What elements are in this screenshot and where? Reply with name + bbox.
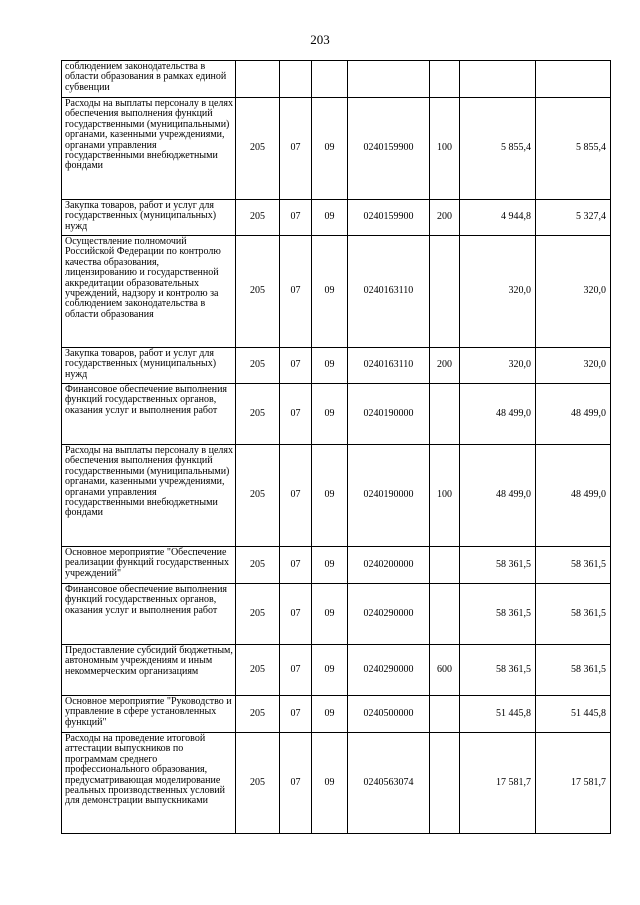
amount-cell: 5 855,4 <box>536 98 611 200</box>
table-row <box>62 584 611 645</box>
target-article-cell: 0240563074 <box>348 733 430 834</box>
amount-cell: 51 445,8 <box>460 696 536 733</box>
row-name: Основное мероприятие "Обеспечение реализации функций государственных учреждений" <box>62 547 236 584</box>
amount-cell: 320,0 <box>536 236 611 348</box>
target-article-cell: 0240200000 <box>348 547 430 584</box>
target-article-cell: 0240500000 <box>348 696 430 733</box>
amount-cell: 58 361,5 <box>536 547 611 584</box>
amount-cell: 58 361,5 <box>536 645 611 696</box>
expense-type-cell: 200 <box>430 348 460 384</box>
amount-cell: 17 581,7 <box>536 733 611 834</box>
section-cell: 07 <box>280 645 312 696</box>
amount-cell <box>460 61 536 98</box>
amount-cell: 5 327,4 <box>536 200 611 236</box>
subsection-cell: 09 <box>312 384 348 445</box>
subsection-cell: 09 <box>312 445 348 547</box>
subsection-cell: 09 <box>312 348 348 384</box>
section-cell: 07 <box>280 584 312 645</box>
section-cell: 07 <box>280 696 312 733</box>
row-name: Расходы на проведение итоговой аттестации выпускников по программам среднего профессионального образования, предусматривающая моделирование реальных производственных условий для демонстрации выпускниками <box>62 733 236 834</box>
table-row <box>62 547 611 584</box>
section-cell: 07 <box>280 445 312 547</box>
amount-cell: 58 361,5 <box>460 547 536 584</box>
subsection-cell: 09 <box>312 645 348 696</box>
grbs-cell: 205 <box>236 733 280 834</box>
target-article-cell: 0240163110 <box>348 236 430 348</box>
page-number: 203 <box>310 32 330 47</box>
subsection-cell: 09 <box>312 733 348 834</box>
target-article-cell: 0240190000 <box>348 445 430 547</box>
amount-cell: 17 581,7 <box>460 733 536 834</box>
section-cell: 07 <box>280 200 312 236</box>
section-cell: 07 <box>280 98 312 200</box>
grbs-cell: 205 <box>236 645 280 696</box>
row-name: Предоставление субсидий бюджетным, автономным учреждениям и иным некоммерческим организациям <box>62 645 236 696</box>
row-name: Закупка товаров, работ и услуг для государственных (муниципальных) нужд <box>62 200 236 236</box>
row-name: Основное мероприятие "Руководство и управление в сфере установленных функций" <box>62 696 236 733</box>
row-name: Расходы на выплаты персоналу в целях обеспечения выполнения функций государственными (муниципальными) органами, казенными учреждениями, органами управления государственными внебюджетными фондами <box>62 98 236 200</box>
amount-cell: 48 499,0 <box>460 384 536 445</box>
row-name: Финансовое обеспечение выполнения функций государственных органов, оказания услуг и выполнения работ <box>62 384 236 445</box>
amount-cell: 320,0 <box>536 348 611 384</box>
row-name: Закупка товаров, работ и услуг для государственных (муниципальных) нужд <box>62 348 236 384</box>
amount-cell: 48 499,0 <box>536 384 611 445</box>
table-row <box>62 733 611 834</box>
target-article-cell: 0240290000 <box>348 645 430 696</box>
grbs-cell: 205 <box>236 98 280 200</box>
target-article-cell: 0240159900 <box>348 98 430 200</box>
table-row <box>62 445 611 547</box>
subsection-cell: 09 <box>312 236 348 348</box>
section-cell: 07 <box>280 547 312 584</box>
subsection-cell: 09 <box>312 584 348 645</box>
section-cell: 07 <box>280 236 312 348</box>
section-cell: 07 <box>280 733 312 834</box>
grbs-cell: 205 <box>236 584 280 645</box>
expense-type-cell <box>430 584 460 645</box>
amount-cell: 48 499,0 <box>460 445 536 547</box>
subsection-cell: 09 <box>312 98 348 200</box>
grbs-cell <box>236 61 280 98</box>
table-row <box>62 696 611 733</box>
expense-type-cell: 200 <box>430 200 460 236</box>
amount-cell: 48 499,0 <box>536 445 611 547</box>
section-cell: 07 <box>280 384 312 445</box>
amount-cell: 320,0 <box>460 348 536 384</box>
expense-type-cell <box>430 61 460 98</box>
amount-cell <box>536 61 611 98</box>
table-row <box>62 200 611 236</box>
amount-cell: 58 361,5 <box>536 584 611 645</box>
table-row <box>62 98 611 200</box>
amount-cell: 320,0 <box>460 236 536 348</box>
row-name: соблюдением законодательства в области образования в рамках единой субвенции <box>62 61 236 98</box>
grbs-cell: 205 <box>236 445 280 547</box>
target-article-cell: 0240290000 <box>348 584 430 645</box>
grbs-cell: 205 <box>236 348 280 384</box>
subsection-cell: 09 <box>312 200 348 236</box>
amount-cell: 51 445,8 <box>536 696 611 733</box>
expense-type-cell <box>430 733 460 834</box>
table-row <box>62 645 611 696</box>
expense-type-cell <box>430 384 460 445</box>
row-name: Осуществление полномочий Российской Федерации по контролю качества образования, лицензированию и государственной аккредитации образовательных учреждений, надзору и контролю за соблюдением законодательства в области образования <box>62 236 236 348</box>
expense-type-cell: 100 <box>430 445 460 547</box>
expense-type-cell <box>430 696 460 733</box>
expense-type-cell <box>430 236 460 348</box>
amount-cell: 58 361,5 <box>460 584 536 645</box>
table-row <box>62 384 611 445</box>
expense-type-cell <box>430 547 460 584</box>
target-article-cell <box>348 61 430 98</box>
budget-table <box>61 60 611 834</box>
expense-type-cell: 100 <box>430 98 460 200</box>
table-row <box>62 348 611 384</box>
grbs-cell: 205 <box>236 236 280 348</box>
table-row <box>62 236 611 348</box>
grbs-cell: 205 <box>236 384 280 445</box>
subsection-cell <box>312 61 348 98</box>
expense-type-cell: 600 <box>430 645 460 696</box>
grbs-cell: 205 <box>236 547 280 584</box>
grbs-cell: 205 <box>236 200 280 236</box>
amount-cell: 58 361,5 <box>460 645 536 696</box>
target-article-cell: 0240190000 <box>348 384 430 445</box>
subsection-cell: 09 <box>312 547 348 584</box>
section-cell <box>280 61 312 98</box>
amount-cell: 4 944,8 <box>460 200 536 236</box>
row-name: Финансовое обеспечение выполнения функций государственных органов, оказания услуг и выполнения работ <box>62 584 236 645</box>
row-name: Расходы на выплаты персоналу в целях обеспечения выполнения функций государственными (муниципальными) органами, казенными учреждениями, органами управления государственными внебюджетными фондами <box>62 445 236 547</box>
target-article-cell: 0240163110 <box>348 348 430 384</box>
grbs-cell: 205 <box>236 696 280 733</box>
subsection-cell: 09 <box>312 696 348 733</box>
target-article-cell: 0240159900 <box>348 200 430 236</box>
table-row <box>62 61 611 98</box>
section-cell: 07 <box>280 348 312 384</box>
amount-cell: 5 855,4 <box>460 98 536 200</box>
